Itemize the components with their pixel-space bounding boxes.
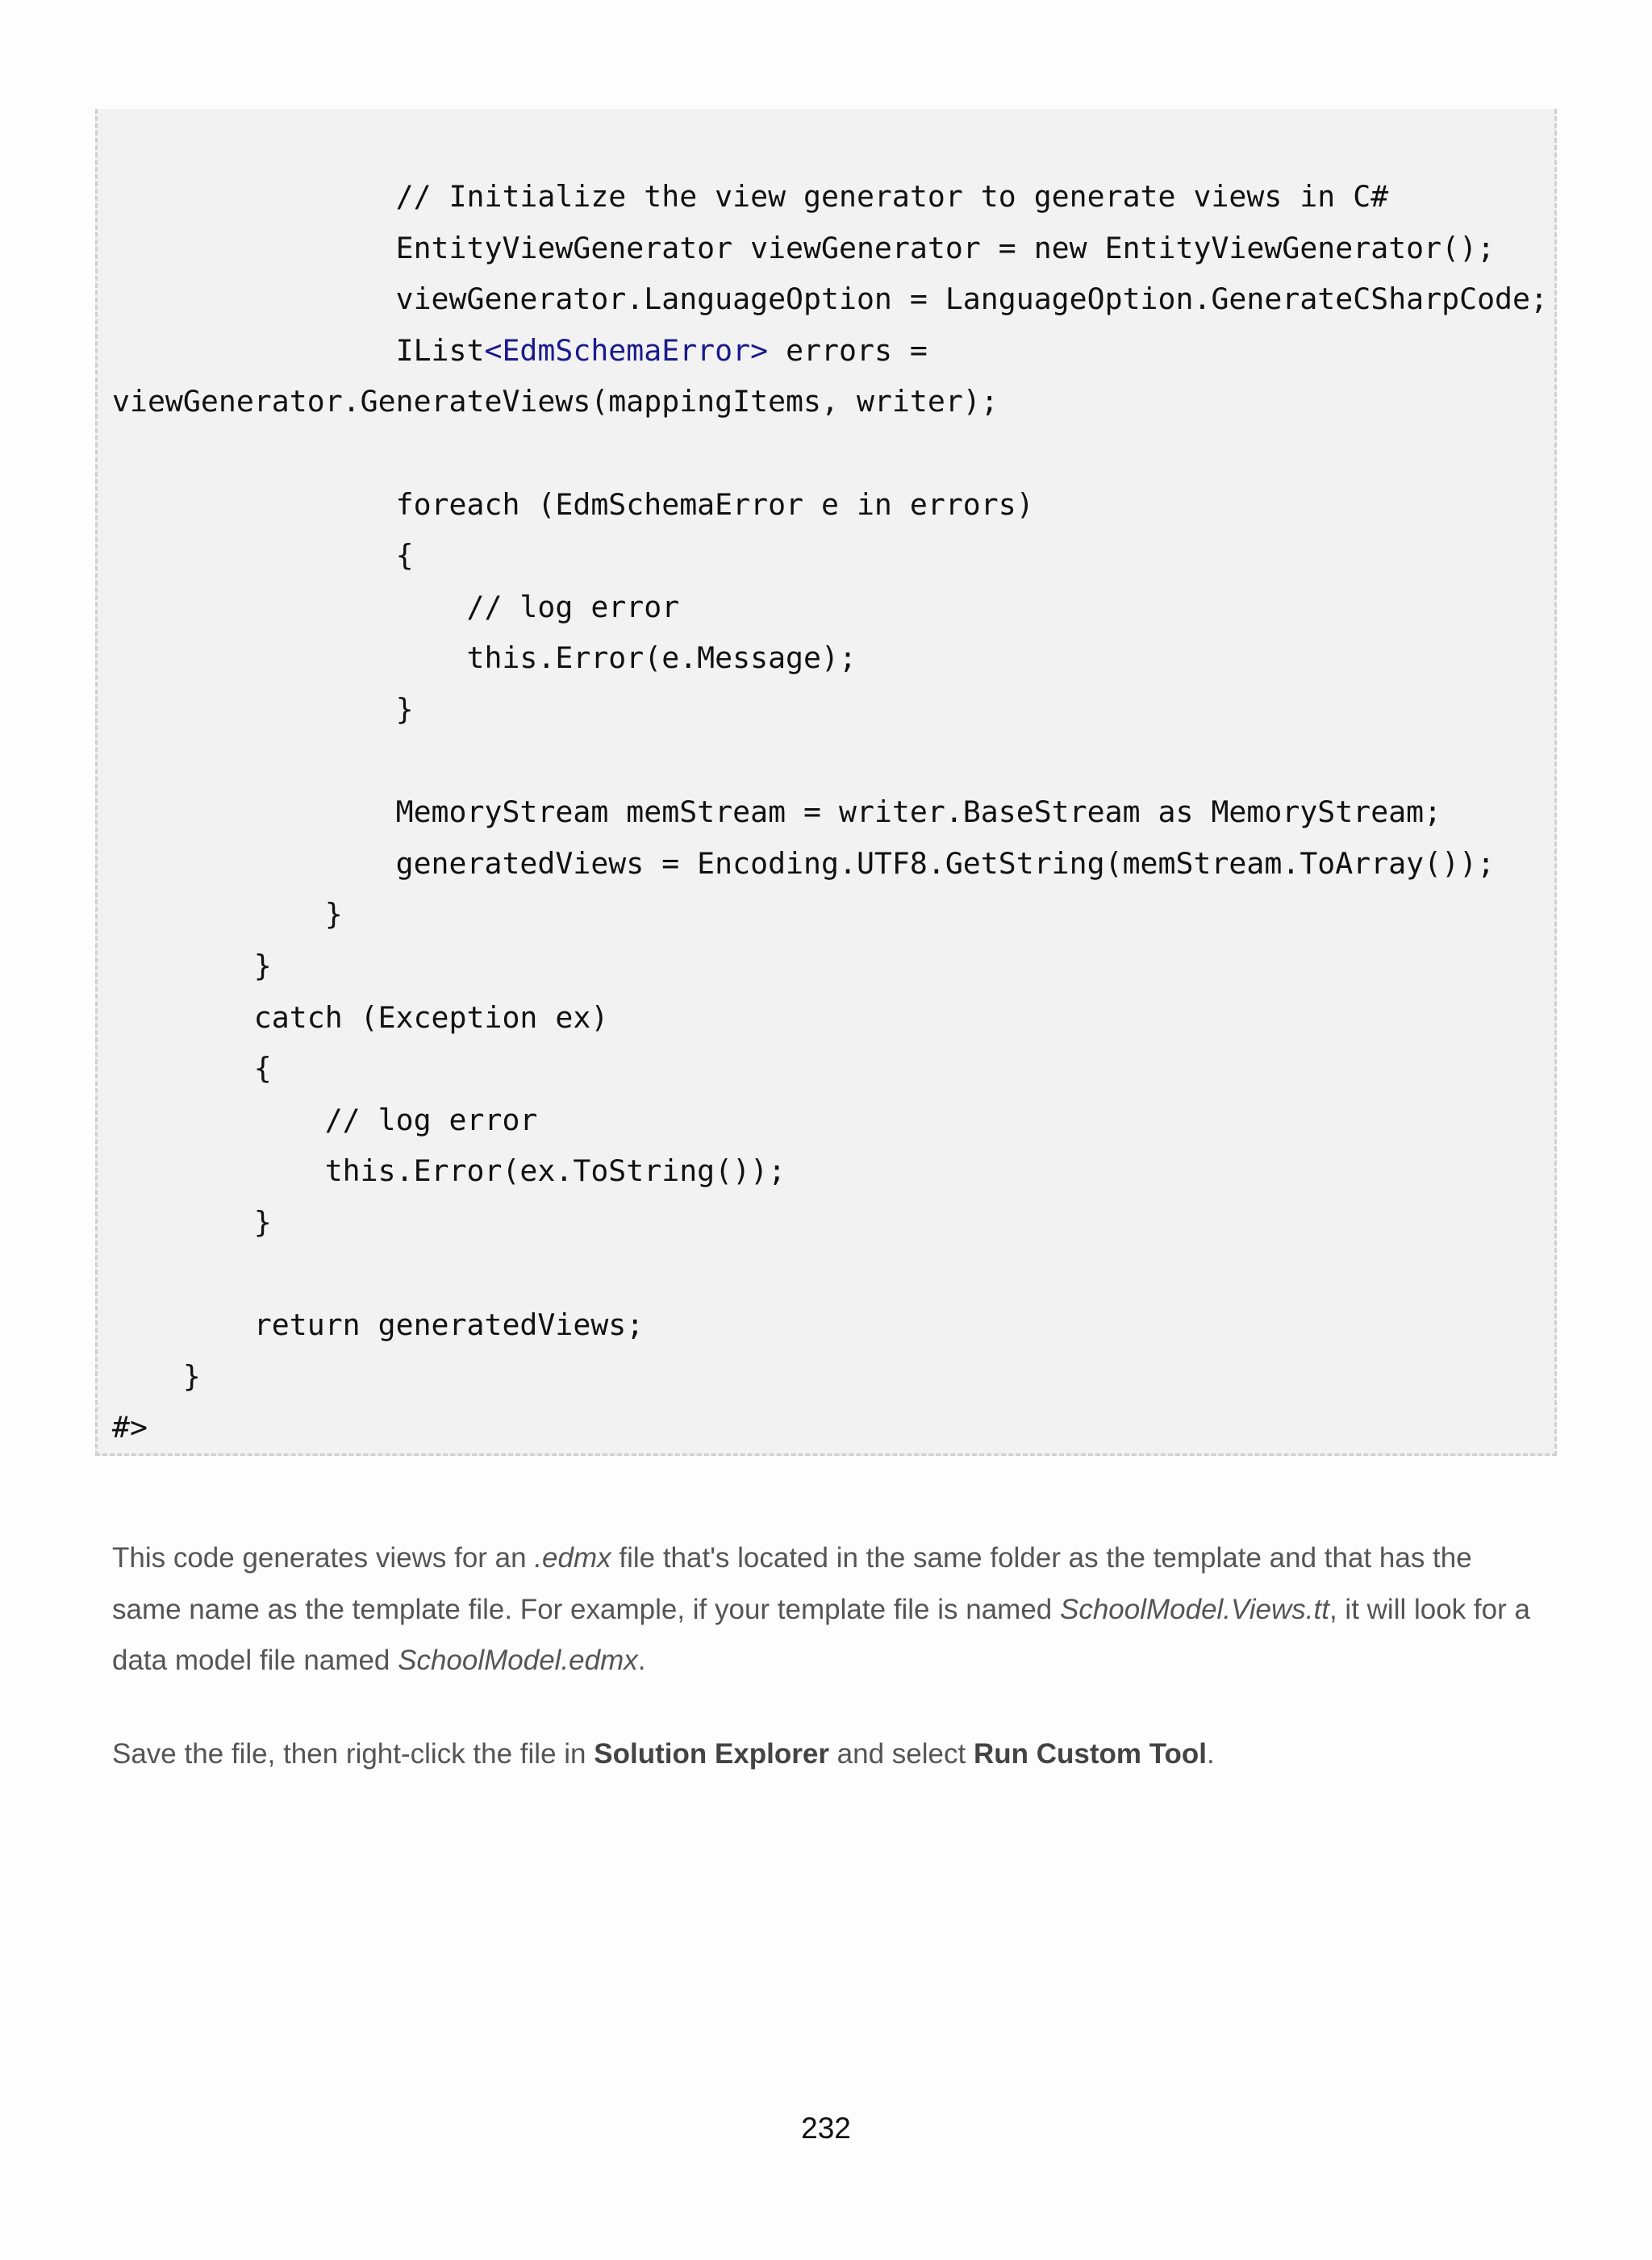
code-line bbox=[112, 1197, 1548, 1249]
code-text: { bbox=[112, 538, 414, 573]
code-line bbox=[112, 223, 1548, 274]
code-text: this.Error(ex.ToString()); bbox=[112, 1153, 786, 1189]
code-text: foreach (EdmSchemaError e in errors) bbox=[112, 486, 1034, 522]
code-line bbox=[112, 582, 1548, 633]
code-text: } bbox=[112, 897, 343, 932]
code-line bbox=[112, 1248, 1548, 1299]
code-text: // log error bbox=[112, 1102, 538, 1137]
code-line bbox=[112, 530, 1548, 582]
run-custom-tool-label: Run Custom Tool bbox=[973, 1738, 1207, 1770]
code-text: errors = bbox=[768, 332, 928, 368]
code-text: // log error bbox=[112, 589, 680, 624]
code-line bbox=[112, 632, 1548, 684]
code-listing bbox=[112, 171, 1548, 1453]
code-line bbox=[112, 376, 1548, 427]
edmx-extension: .edmx bbox=[534, 1542, 611, 1574]
code-line bbox=[112, 1299, 1548, 1351]
code-line bbox=[112, 889, 1548, 940]
code-line bbox=[112, 325, 1548, 377]
code-text: IList bbox=[112, 332, 485, 368]
description-paragraph: This code generates views for an .edmx file that's located in the same folder as the template and that has the same name as the template file. For example, if your template file is named SchoolModel.Views.tt, it will look for a data model file named SchoolModel.edmx. bbox=[112, 1542, 1530, 1676]
code-text: return generatedViews; bbox=[112, 1307, 645, 1343]
code-text: viewGenerator.LanguageOption = LanguageOption.GenerateCSharpCode; bbox=[112, 281, 1548, 317]
code-line bbox=[112, 1145, 1548, 1197]
page-number: 232 bbox=[801, 2112, 851, 2145]
code-text: } bbox=[112, 691, 414, 727]
code-line bbox=[112, 736, 1548, 787]
code-type-token: <EdmSchemaError> bbox=[484, 332, 769, 368]
code-text: } bbox=[112, 1204, 272, 1240]
code-text: MemoryStream memStream = writer.BaseStream as MemoryStream; bbox=[112, 794, 1442, 830]
solution-explorer-label: Solution Explorer bbox=[594, 1738, 829, 1770]
code-text: } bbox=[112, 1358, 201, 1394]
code-line bbox=[112, 1402, 1548, 1453]
code-line bbox=[112, 838, 1548, 890]
code-text: #> bbox=[112, 1410, 148, 1445]
code-line bbox=[112, 273, 1548, 325]
code-line bbox=[112, 171, 1548, 223]
code-line bbox=[112, 940, 1548, 992]
code-line bbox=[112, 684, 1548, 736]
code-text: generatedViews = Encoding.UTF8.GetString(memStream.ToArray()); bbox=[112, 845, 1496, 881]
code-text: catch (Exception ex) bbox=[112, 999, 609, 1035]
code-text: } bbox=[112, 948, 272, 983]
code-line bbox=[112, 1351, 1548, 1403]
template-filename: SchoolModel.Views.tt bbox=[1059, 1593, 1329, 1625]
code-line bbox=[112, 1043, 1548, 1095]
code-text: viewGenerator.GenerateViews(mappingItems, writer); bbox=[112, 384, 999, 419]
code-text: // Initialize the view generator to generate views in C# bbox=[112, 179, 1389, 214]
code-line bbox=[112, 479, 1548, 531]
instruction-paragraph: Save the file, then right-click the file in Solution Explorer and select Run Custom Tool. bbox=[112, 1738, 1215, 1770]
code-text: EntityViewGenerator viewGenerator = new EntityViewGenerator(); bbox=[112, 230, 1496, 265]
code-line bbox=[112, 992, 1548, 1044]
code-line bbox=[112, 427, 1548, 479]
model-filename: SchoolModel.edmx bbox=[398, 1645, 638, 1676]
code-line bbox=[112, 1095, 1548, 1146]
code-text: { bbox=[112, 1051, 272, 1086]
code-line bbox=[112, 786, 1548, 838]
code-text: this.Error(e.Message); bbox=[112, 640, 857, 676]
